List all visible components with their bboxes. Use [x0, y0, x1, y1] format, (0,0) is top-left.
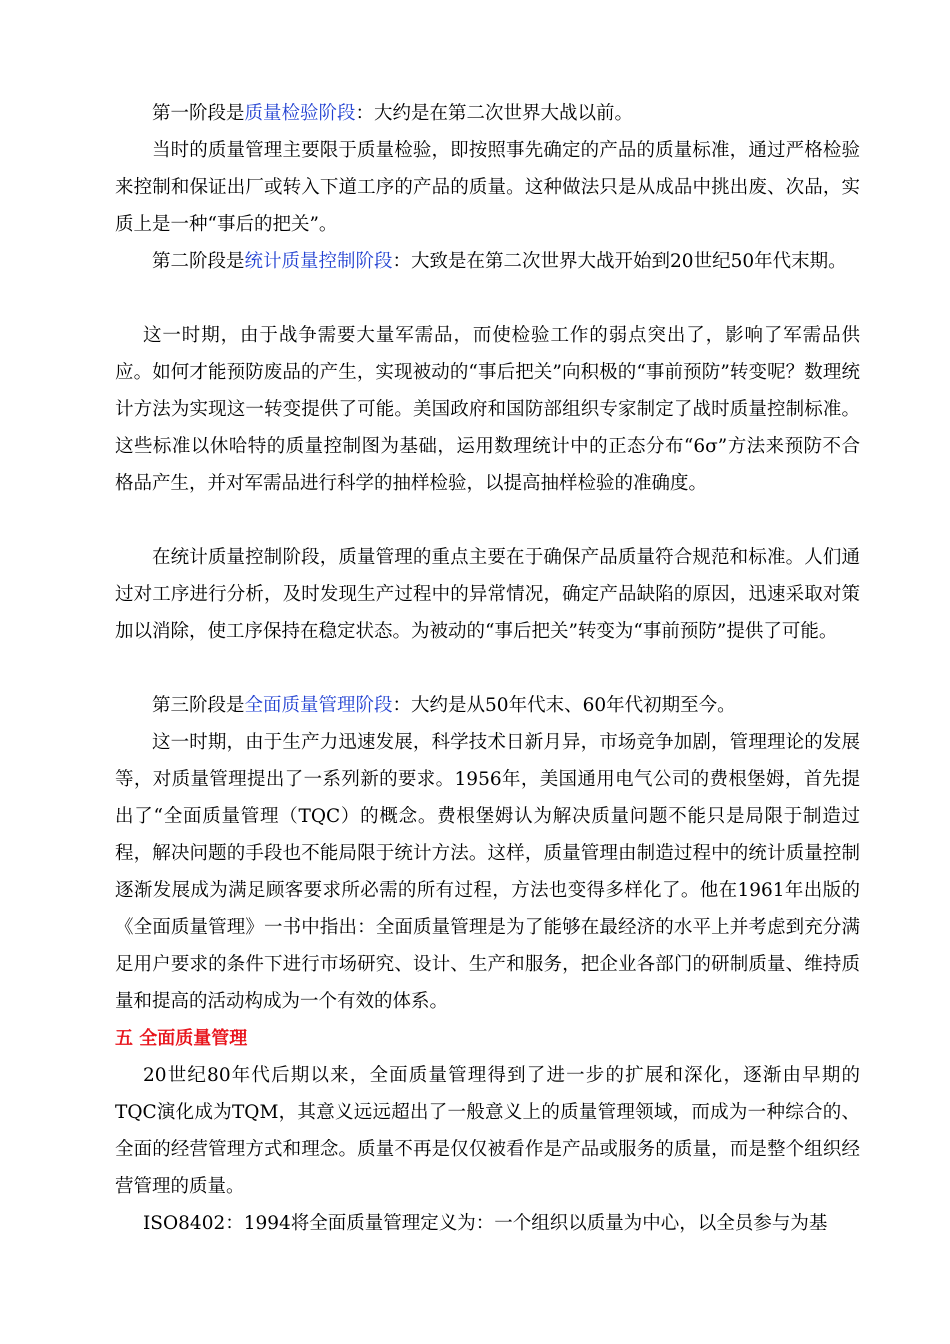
- stage3-body: 这一时期，由于生产力迅速发展，科学技术日新月异，市场竞争加剧，管理理论的发展等，对质量管理提出了一系列新的要求。1956年，美国通用电气公司的费根堡姆，首先提出了“全面质量管理（TQC）的概念。费根堡姆认为解决质量问题不能只是局限于制造过程，解决问题的手段也不能局限于统计方法。这样，质量管理由制造过程中的统计质量控制逐渐发展成为满足顾客要求所必需的所有过程，方法也变得多样化了。他在1961年出版的《全面质量管理》一书中指出：全面质量管理是为了能够在最经济的水平上并考虑到充分满足用户要求的条件下进行市场研究、设计、生产和服务，把企业各部门的研制质量、维持质量和提高的活动构成为一个有效的体系。: [115, 732, 860, 1012]
- section5-heading: 五 全面质量管理: [115, 1028, 248, 1049]
- stage2-suffix: ：大致是在第二次世界大战开始到20世纪50年代末期。: [392, 251, 847, 272]
- stage1-link[interactable]: 质量检验阶段: [244, 103, 356, 124]
- stage2-link[interactable]: 统计质量控制阶段: [244, 251, 393, 272]
- stage3-link[interactable]: 全面质量管理阶段: [244, 695, 393, 716]
- stage1-body: 当时的质量管理主要限于质量检验，即按照事先确定的产品的质量标准，通过严格检验来控制和保证出厂或转入下道工序的产品的质量。这种做法只是从成品中挑出废、次品，实质上是一种“事后的把关”。: [115, 140, 860, 235]
- stage1-suffix: ：大约是在第二次世界大战以前。: [355, 103, 634, 124]
- stage1-prefix: 第一阶段是: [152, 103, 245, 124]
- stage3-prefix: 第三阶段是: [152, 695, 245, 716]
- stage3-suffix: ：大约是从50年代末、60年代初期至今。: [392, 695, 736, 716]
- stage2-prefix: 第二阶段是: [152, 251, 245, 272]
- stage2-body-2: 在统计质量控制阶段，质量管理的重点主要在于确保产品质量符合规范和标准。人们通过对工序进行分析，及时发现生产过程中的异常情况，确定产品缺陷的原因，迅速采取对策加以消除，使工序保持在稳定状态。为被动的“事后把关”转变为“事前预防”提供了可能。: [115, 547, 860, 642]
- stage3-paragraph: [115, 687, 860, 724]
- iso-definition-line: ISO8402：1994将全面质量管理定义为：一个组织以质量为中心，以全员参与为基: [143, 1213, 828, 1234]
- section5-body: 20世纪80年代后期以来，全面质量管理得到了进一步的扩展和深化，逐渐由早期的TQC演化成为TQM，其意义远远超出了一般意义上的质量管理领域，而成为一种综合的、全面的经营管理方式和理念。质量不再是仅仅被看作是产品或服务的质量，而是整个组织经营管理的质量。: [115, 1065, 860, 1197]
- stage2-paragraph: [115, 243, 860, 280]
- stage2-body-1: 这一时期，由于战争需要大量军需品，而使检验工作的弱点突出了，影响了军需品供应。如何才能预防废品的产生，实现被动的“事后把关”向积极的“事前预防”转变呢？数理统计方法为实现这一转变提供了可能。美国政府和国防部组织专家制定了战时质量控制标准。这些标准以休哈特的质量控制图为基础，运用数理统计中的正态分布“6σ”方法来预防不合格品产生，并对军需品进行科学的抽样检验，以提高抽样检验的准确度。: [115, 325, 860, 494]
- stage1-paragraph: [115, 95, 860, 132]
